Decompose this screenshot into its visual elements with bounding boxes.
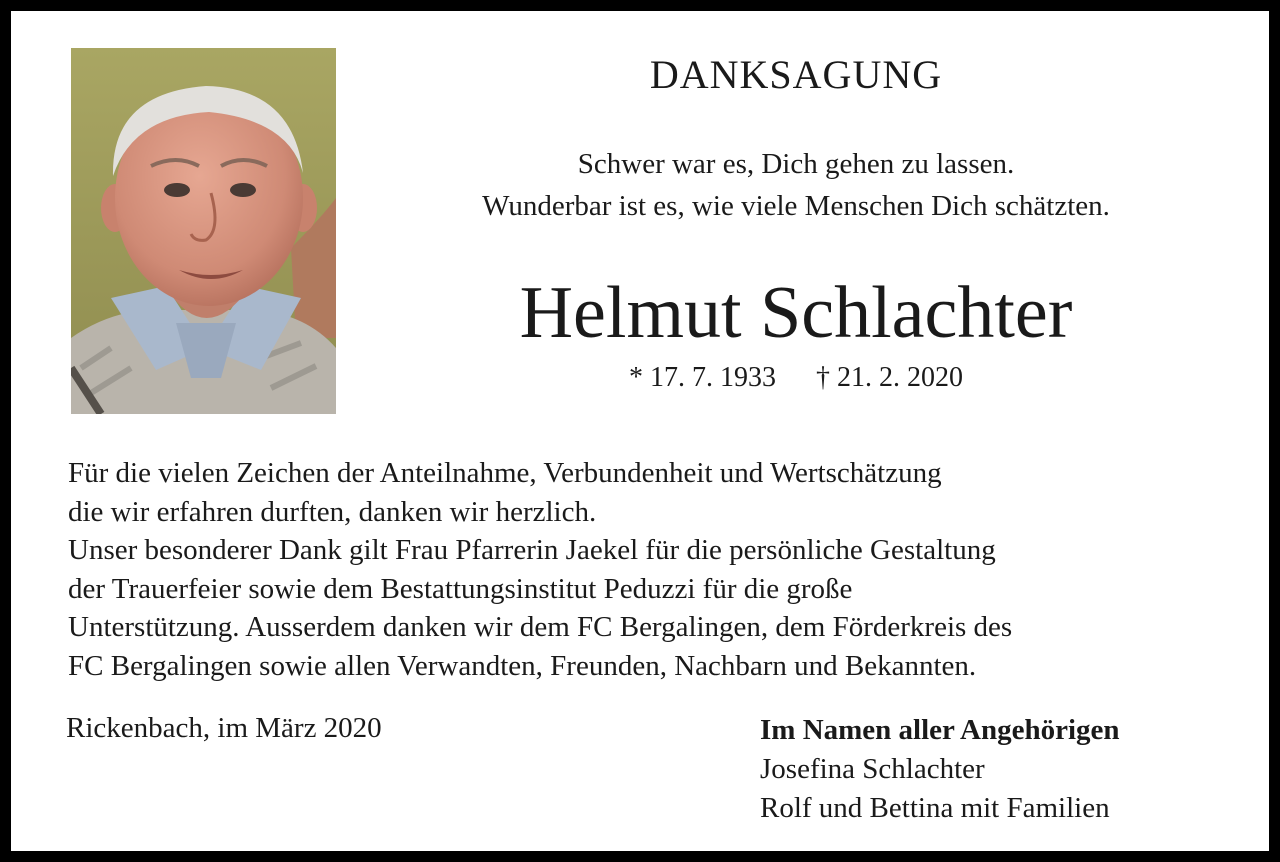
thanks-paragraph bbox=[68, 454, 1258, 686]
thanks-line: Unterstützung. Ausserdem danken wir dem FC Bergalingen, dem Förderkreis des bbox=[68, 611, 1013, 644]
motto-line: Wunderbar ist es, wie viele Menschen Dich schätzten. bbox=[482, 190, 1110, 222]
signoff-name: Josefina Schlachter bbox=[760, 753, 985, 785]
deceased-name: Helmut Schlachter bbox=[519, 272, 1073, 354]
obituary-notice bbox=[11, 11, 1269, 851]
thanks-line: Unser besonderer Dank gilt Frau Pfarrerin Jaekel für die persönliche Gestaltung bbox=[68, 534, 996, 567]
death-date: † 21. 2. 2020 bbox=[816, 362, 963, 393]
thanks-line: der Trauerfeier sowie dem Bestattungsinstitut Peduzzi für die große bbox=[68, 572, 853, 605]
signoff-name: Rolf und Bettina mit Familien bbox=[760, 792, 1110, 824]
signoff-lead: Im Namen aller Angehörigen bbox=[760, 714, 1120, 746]
motto bbox=[351, 143, 1241, 227]
portrait-photo bbox=[71, 48, 336, 414]
notice-heading: DANKSAGUNG bbox=[649, 52, 943, 97]
signoff-block bbox=[760, 711, 1120, 828]
thanks-line: Für die vielen Zeichen der Anteilnahme, Verbundenheit und Wertschätzung bbox=[68, 457, 942, 489]
portrait-illustration bbox=[71, 48, 336, 414]
birth-date: * 17. 7. 1933 bbox=[629, 362, 776, 393]
motto-line: Schwer war es, Dich gehen zu lassen. bbox=[577, 148, 1015, 180]
place-and-date: Rickenbach, im März 2020 bbox=[66, 712, 382, 744]
thanks-line: die wir erfahren durften, danken wir herzlich. bbox=[68, 495, 597, 528]
thanks-line: FC Bergalingen sowie allen Verwandten, Freunden, Nachbarn und Bekannten. bbox=[68, 649, 977, 682]
life-dates bbox=[351, 362, 1241, 394]
